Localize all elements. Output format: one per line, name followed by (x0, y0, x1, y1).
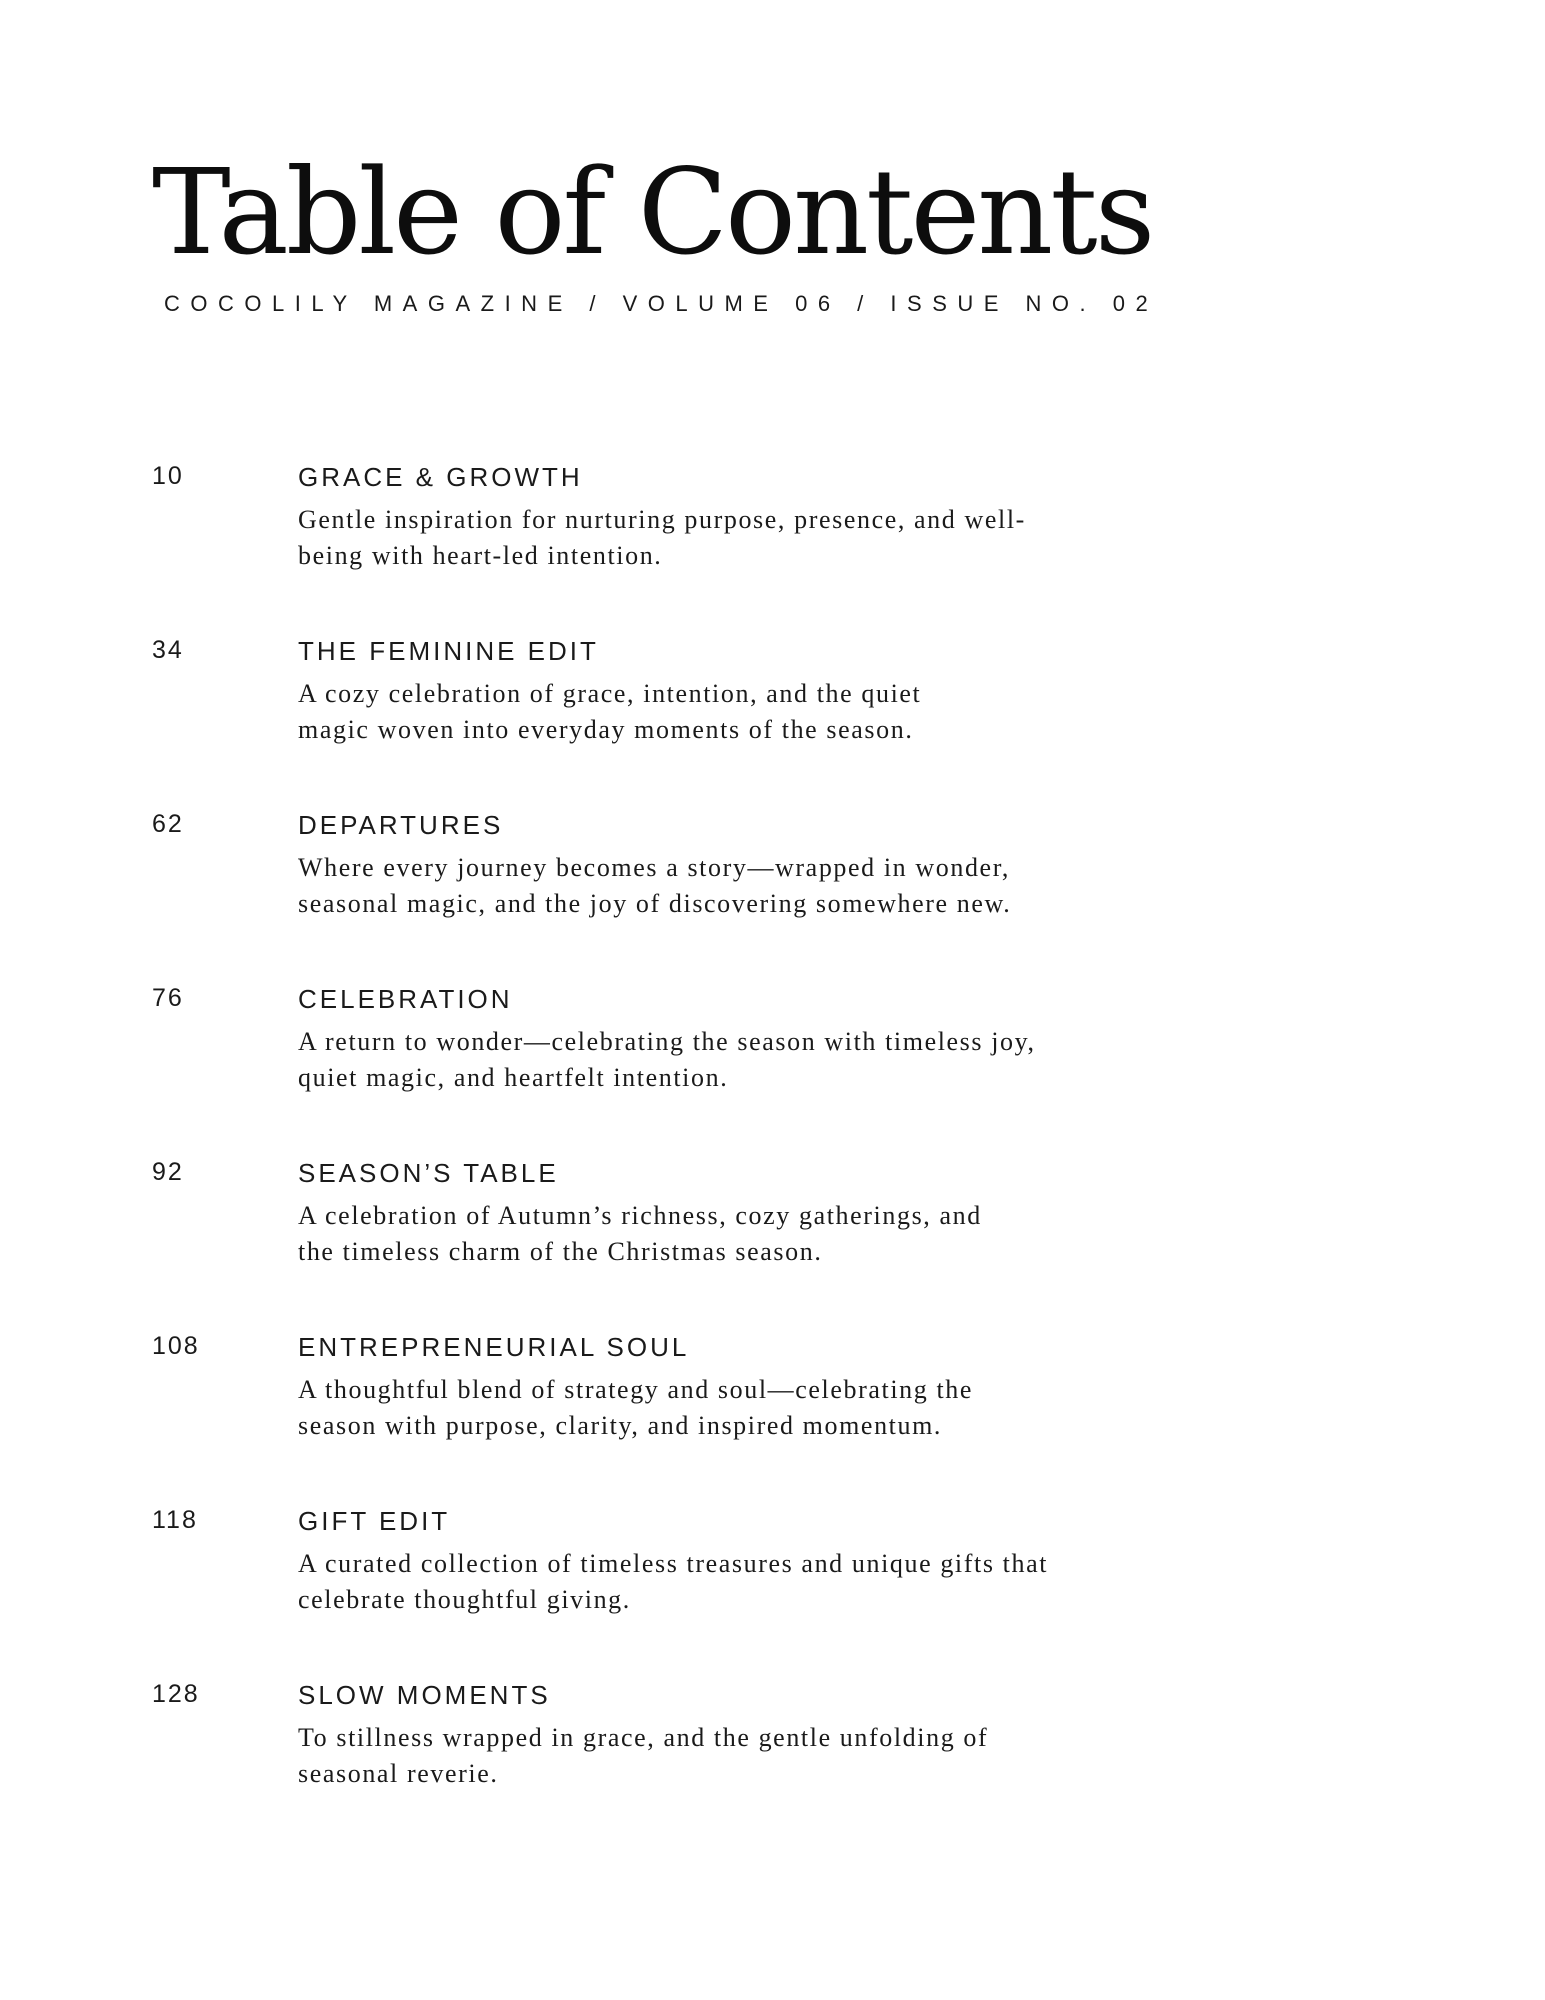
entry-page-number: 108 (152, 1332, 200, 1360)
entry-title: GIFT EDIT (298, 1506, 451, 1536)
toc-entry (152, 636, 1152, 786)
entry-title: ENTREPRENEURIAL SOUL (298, 1332, 690, 1362)
toc-entry (152, 1158, 1152, 1308)
entry-description: To stillness wrapped in grace, and the gentle unfolding of seasonal reverie. (298, 1723, 989, 1788)
entry-description: Gentle inspiration for nurturing purpose, presence, and well-being with heart-led intention. (298, 505, 1026, 570)
toc-entry (152, 984, 1152, 1134)
entry-title: SEASON’S TABLE (298, 1158, 559, 1188)
toc-entry (152, 1680, 1152, 1830)
entry-description: Where every journey becomes a story—wrapped in wonder, seasonal magic, and the joy of discovering somewhere new. (298, 853, 1012, 918)
entry-description: A cozy celebration of grace, intention, and the quiet magic woven into everyday moments of the season. (298, 679, 922, 744)
toc-entry (152, 810, 1152, 960)
entry-title: THE FEMININE EDIT (298, 636, 599, 666)
entry-title: SLOW MOMENTS (298, 1680, 551, 1710)
entry-title: CELEBRATION (298, 984, 513, 1014)
entry-page-number: 34 (152, 636, 184, 664)
entry-title: DEPARTURES (298, 810, 504, 840)
entry-description: A return to wonder—celebrating the season with timeless joy, quiet magic, and heartfelt intention. (298, 1027, 1036, 1092)
entry-description: A celebration of Autumn’s richness, cozy gatherings, and the timeless charm of the Christmas season. (298, 1201, 982, 1266)
entry-title: GRACE & GROWTH (298, 462, 583, 492)
issue-subtitle: COCOLILY MAGAZINE / VOLUME 06 / ISSUE NO. 02 (164, 291, 1159, 316)
toc-entry (152, 462, 1152, 612)
toc-entry (152, 1332, 1152, 1482)
entry-page-number: 62 (152, 810, 184, 838)
entry-description: A curated collection of timeless treasures and unique gifts that celebrate thoughtful giving. (298, 1549, 1049, 1614)
entry-page-number: 92 (152, 1158, 184, 1186)
entry-page-number: 76 (152, 984, 184, 1012)
toc-entry (152, 1506, 1152, 1656)
entry-description: A thoughtful blend of strategy and soul—celebrating the season with purpose, clarity, and inspired momentum. (298, 1375, 974, 1440)
entry-page-number: 10 (152, 462, 184, 490)
page-title: Table of Contents (152, 143, 1153, 281)
entry-page-number: 128 (152, 1680, 200, 1708)
entry-page-number: 118 (152, 1506, 198, 1534)
